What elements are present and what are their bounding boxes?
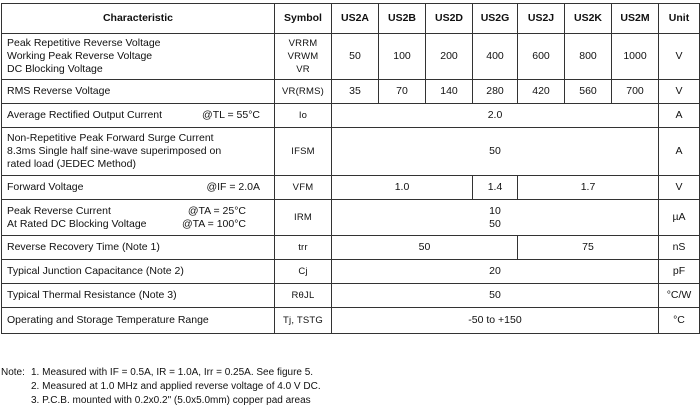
symbol-irm: IRM — [275, 200, 332, 236]
characteristic-forward-voltage — [2, 176, 275, 200]
label-peak-reverse-current: Peak Reverse Current — [7, 204, 111, 217]
value-io: 2.0 — [332, 104, 659, 128]
symbol-rth: RθJL — [275, 284, 332, 308]
row-reverse-voltage — [2, 34, 700, 80]
label-rms-voltage: RMS Reverse Voltage — [2, 80, 275, 104]
symbol-io: Io — [275, 104, 332, 128]
header-characteristic: Characteristic — [2, 4, 275, 34]
reverse-current-line-1 — [7, 205, 270, 218]
value-vrrm-us2g: 400 — [473, 34, 518, 80]
symbol-reverse-voltage — [275, 34, 332, 80]
note-1-text: 1. Measured with IF = 0.5A, IR = 1.0A, Irr = 0.25A. See figure 5. — [31, 367, 314, 378]
value-vrrm-us2b: 100 — [379, 34, 426, 80]
header-part-us2d: US2D — [426, 4, 473, 34]
symbol-ifsm: IFSM — [275, 128, 332, 176]
reverse-current-line-2 — [7, 218, 270, 231]
value-vrrm-us2m: 1000 — [612, 34, 659, 80]
note-1 — [1, 366, 321, 380]
label-rated-dc-blocking: At Rated DC Blocking Voltage — [7, 217, 147, 230]
value-vfm-us2j-us2m: 1.7 — [518, 176, 659, 200]
row-rectified-current — [2, 104, 700, 128]
label-dc-blocking: DC Blocking Voltage — [7, 63, 103, 75]
label-junction-capacitance: Typical Junction Capacitance (Note 2) — [2, 260, 275, 284]
value-vrrm-us2k: 800 — [565, 34, 612, 80]
label-forward-voltage: Forward Voltage — [7, 181, 84, 193]
value-vfm-us2a-us2d: 1.0 — [332, 176, 473, 200]
header-part-us2a: US2A — [332, 4, 379, 34]
ratings-table — [1, 3, 700, 334]
label-working-peak: Working Peak Reverse Voltage — [7, 50, 153, 62]
value-vrms-us2d: 140 — [426, 80, 473, 104]
row-rms-voltage — [2, 80, 700, 104]
unit-ifsm: A — [659, 128, 700, 176]
characteristic-surge-current — [2, 128, 275, 176]
unit-io: A — [659, 104, 700, 128]
value-irm-25c: 10 — [489, 204, 501, 217]
value-trr-us2j-us2m: 75 — [518, 236, 659, 260]
characteristic-reverse-current — [2, 200, 275, 236]
row-thermal-resistance — [2, 284, 700, 308]
symbol-vrms: VR(RMS) — [275, 80, 332, 104]
value-trr-us2a-us2g: 50 — [332, 236, 518, 260]
value-vrms-us2k: 560 — [565, 80, 612, 104]
notes-section — [1, 366, 321, 408]
symbol-trr: trr — [275, 236, 332, 260]
unit-vrms: V — [659, 80, 700, 104]
label-temperature-range: Operating and Storage Temperature Range — [2, 308, 275, 334]
notes-lead: Note: — [1, 367, 25, 378]
value-vrrm-us2j: 600 — [518, 34, 565, 80]
header-part-us2g: US2G — [473, 4, 518, 34]
symbol-vr: VR — [296, 64, 310, 75]
symbol-vrwm: VRWM — [287, 51, 319, 62]
condition-100c: @TA = 100°C — [182, 217, 246, 230]
symbol-tj: Tj, TSTG — [275, 308, 332, 334]
value-vrms-us2a: 35 — [332, 80, 379, 104]
label-rectified-current: Average Rectified Output Current — [7, 109, 163, 121]
header-unit: Unit — [659, 4, 700, 34]
unit-vrrm: V — [659, 34, 700, 80]
condition-25c: @TA = 25°C — [187, 204, 246, 217]
characteristic-rectified-current — [2, 104, 275, 128]
row-surge-current — [2, 128, 700, 176]
unit-tj: °C — [659, 308, 700, 334]
label-surge-line-3: rated load (JEDEC Method) — [7, 158, 136, 170]
note-3 — [1, 394, 321, 408]
value-vrms-us2b: 70 — [379, 80, 426, 104]
unit-rth: °C/W — [659, 284, 700, 308]
value-vrrm-us2a: 50 — [332, 34, 379, 80]
label-surge-line-1: Non-Repetitive Peak Forward Surge Current — [7, 132, 214, 144]
value-vrrm-us2d: 200 — [426, 34, 473, 80]
condition-forward-voltage: @IF = 2.0A — [206, 181, 260, 193]
value-ifsm: 50 — [332, 128, 659, 176]
value-rth: 50 — [332, 284, 659, 308]
unit-vfm: V — [659, 176, 700, 200]
condition-rectified-current: @TL = 55°C — [202, 109, 260, 121]
header-part-us2j: US2J — [518, 4, 565, 34]
unit-irm: µA — [659, 200, 700, 236]
label-thermal-resistance: Typical Thermal Resistance (Note 3) — [2, 284, 275, 308]
value-irm-100c: 50 — [489, 217, 501, 230]
label-peak-repetitive: Peak Repetitive Reverse Voltage — [7, 37, 161, 49]
label-recovery-time: Reverse Recovery Time (Note 1) — [2, 236, 275, 260]
unit-trr: nS — [659, 236, 700, 260]
row-recovery-time — [2, 236, 700, 260]
value-tj: -50 to +150 — [332, 308, 659, 334]
characteristic-reverse-voltage — [2, 34, 275, 80]
header-part-us2m: US2M — [612, 4, 659, 34]
value-vrms-us2j: 420 — [518, 80, 565, 104]
note-3-text: 3. P.C.B. mounted with 0.2x0.2" (5.0x5.0mm) copper pad areas — [31, 395, 311, 406]
value-vfm-us2g: 1.4 — [473, 176, 518, 200]
header-part-us2b: US2B — [379, 4, 426, 34]
header-row — [2, 4, 700, 34]
symbol-cj: Cj — [275, 260, 332, 284]
value-vrms-us2g: 280 — [473, 80, 518, 104]
symbol-vfm: VFM — [275, 176, 332, 200]
row-forward-voltage — [2, 176, 700, 200]
values-irm — [332, 200, 659, 236]
symbol-vrrm: VRRM — [288, 38, 318, 49]
value-vrms-us2m: 700 — [612, 80, 659, 104]
note-2 — [1, 380, 321, 394]
header-symbol: Symbol — [275, 4, 332, 34]
value-cj: 20 — [332, 260, 659, 284]
row-reverse-current — [2, 200, 700, 236]
header-part-us2k: US2K — [565, 4, 612, 34]
row-temperature-range — [2, 308, 700, 334]
note-2-text: 2. Measured at 1.0 MHz and applied reverse voltage of 4.0 V DC. — [31, 381, 321, 392]
unit-cj: pF — [659, 260, 700, 284]
label-surge-line-2: 8.3ms Single half sine-wave superimposed on — [7, 145, 222, 157]
row-junction-capacitance — [2, 260, 700, 284]
